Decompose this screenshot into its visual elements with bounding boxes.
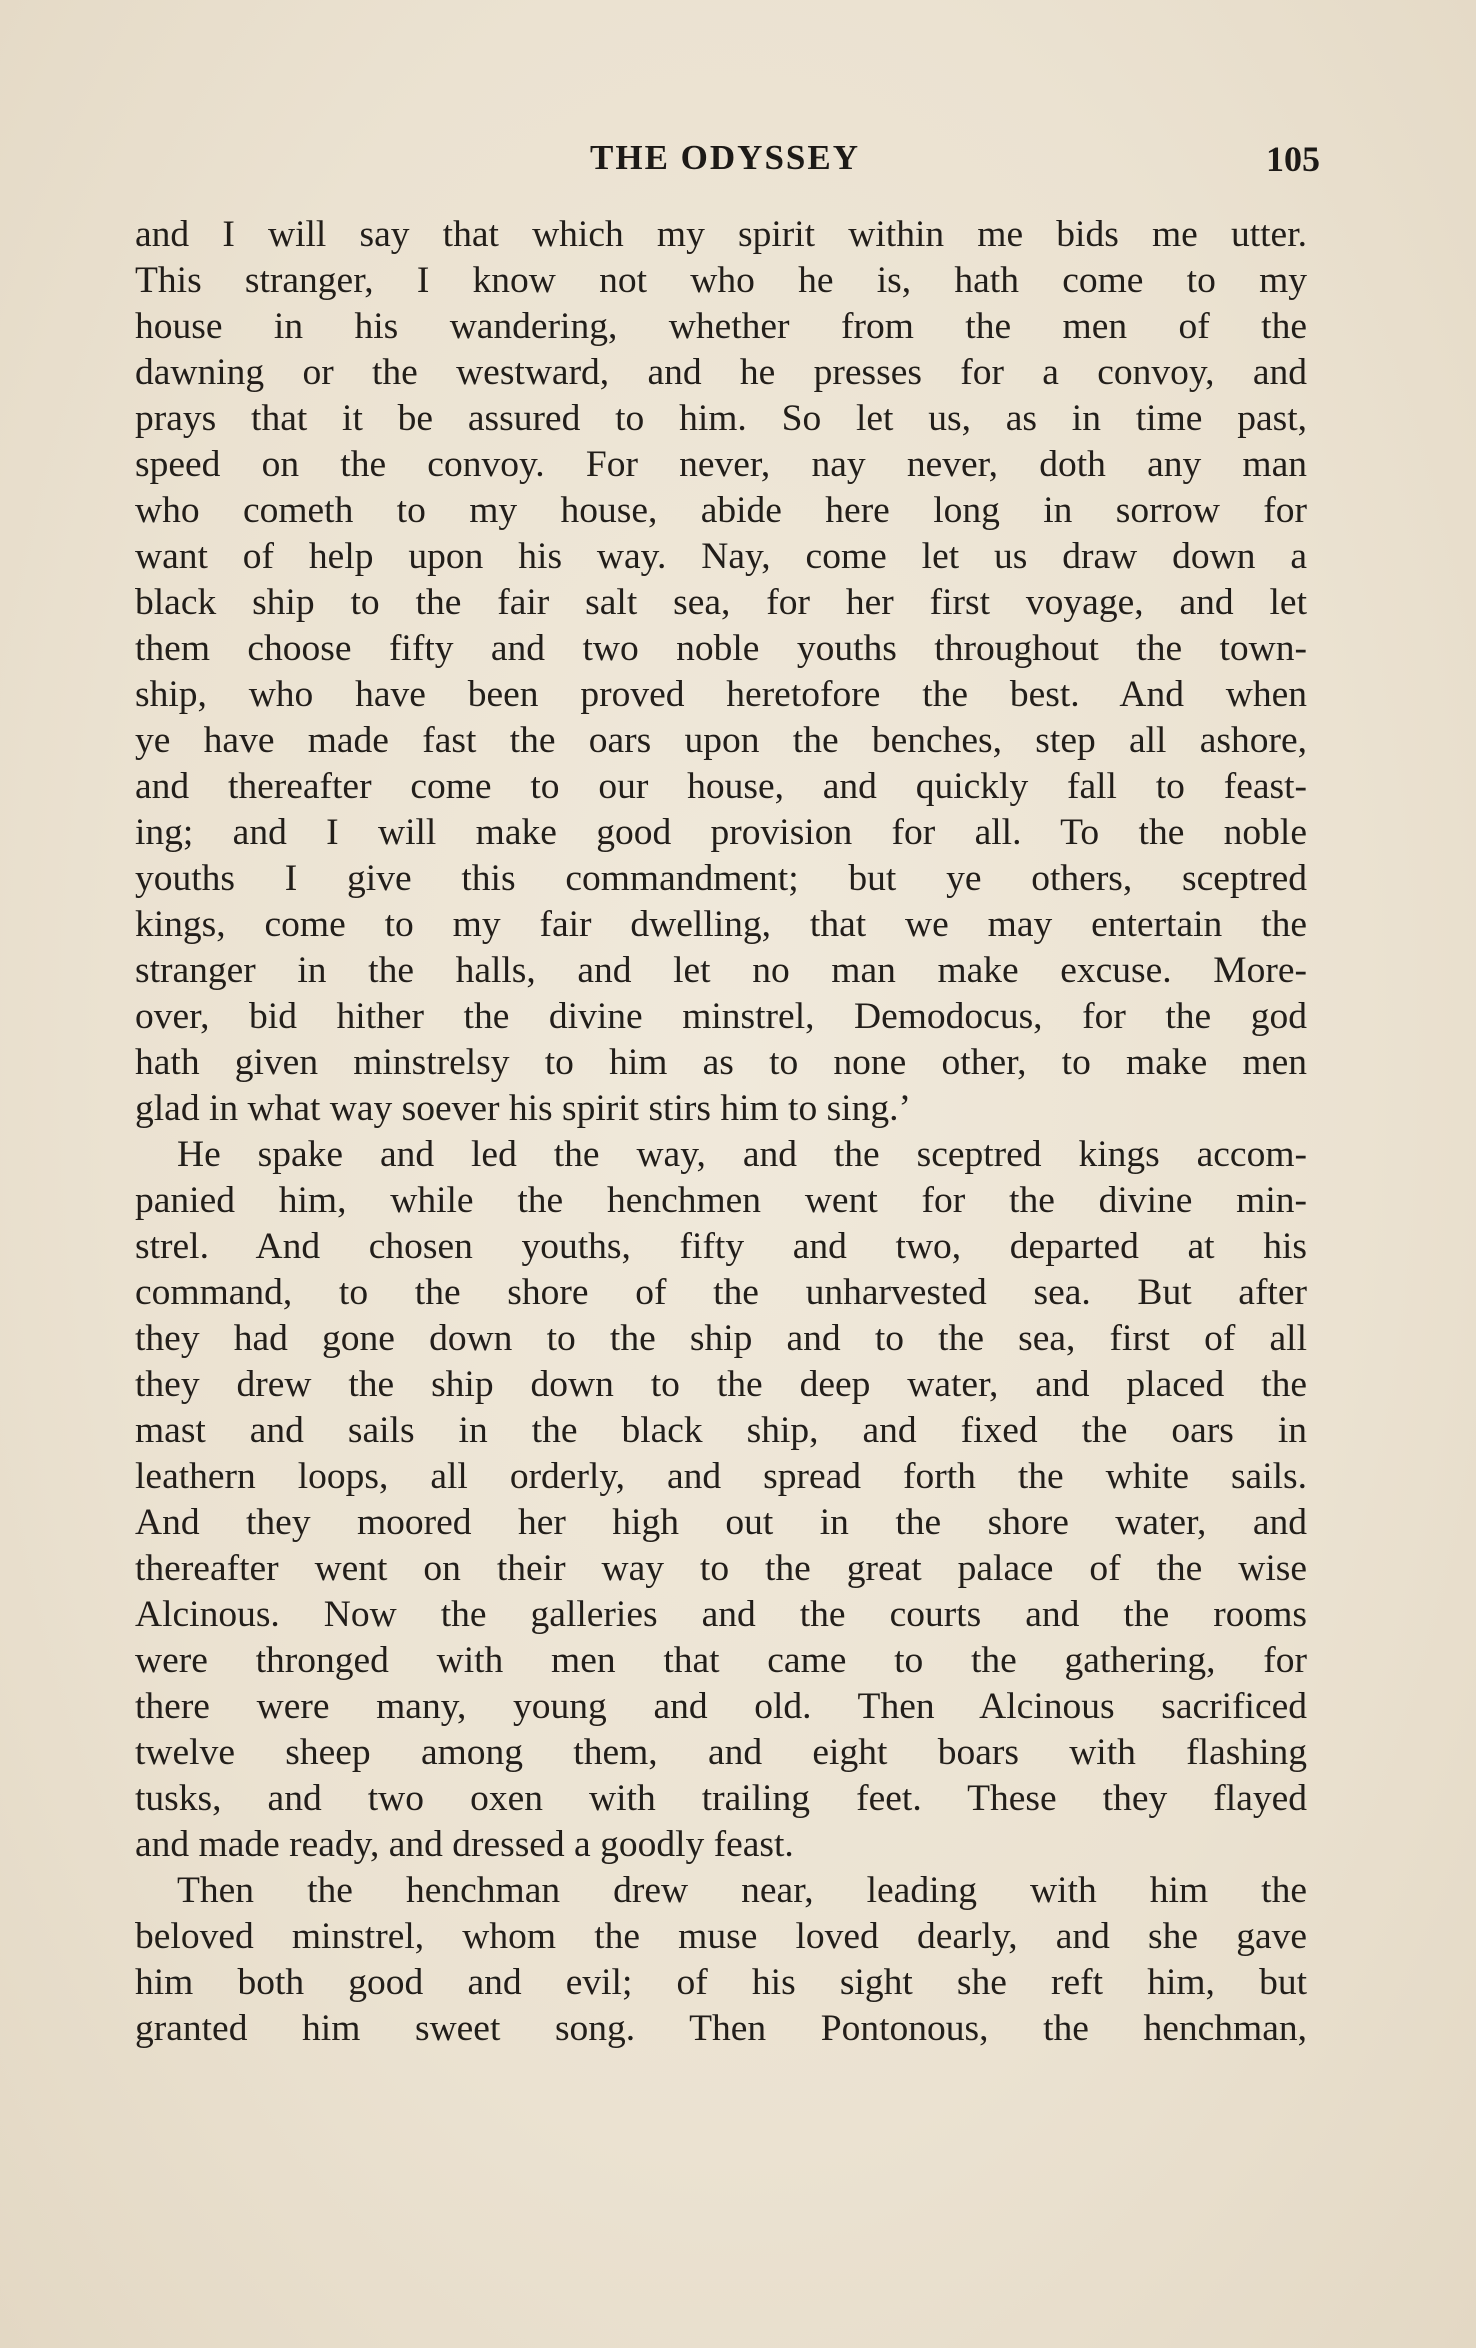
text-line: youths I give this commandment; but ye others, sceptred — [135, 858, 1307, 899]
text-line: black ship to the fair salt sea, for her first voyage, and let — [135, 582, 1307, 623]
text-line: and I will say that which my spirit within me bids me utter. — [135, 214, 1307, 255]
text-line: ing; and I will make good provision for all. To the noble — [135, 812, 1307, 853]
text-line: him both good and evil; of his sight she reft him, but — [135, 1962, 1307, 2003]
text-line: granted him sweet song. Then Pontonous, the henchman, — [135, 2008, 1307, 2049]
text-line: mast and sails in the black ship, and fixed the oars in — [135, 1410, 1307, 1451]
text-line: Alcinous. Now the galleries and the courts and the rooms — [135, 1594, 1307, 1635]
text-line: ship, who have been proved heretofore the best. And when — [135, 674, 1307, 715]
text-line: ye have made fast the oars upon the benches, step all ashore, — [135, 720, 1307, 761]
text-line: house in his wandering, whether from the men of the — [135, 306, 1307, 347]
text-line: dawning or the westward, and he presses for a convoy, and — [135, 352, 1307, 393]
text-line: want of help upon his way. Nay, come let us draw down a — [135, 536, 1307, 577]
text-line: This stranger, I know not who he is, hath come to my — [135, 260, 1307, 301]
text-line: twelve sheep among them, and eight boars with flashing — [135, 1732, 1307, 1773]
body-text — [135, 212, 1307, 2052]
text-line: Then the henchman drew near, leading with him the — [177, 1870, 1307, 1911]
text-line: stranger in the halls, and let no man make excuse. More- — [135, 950, 1307, 991]
text-line: there were many, young and old. Then Alcinous sacrificed — [135, 1686, 1307, 1727]
text-line: panied him, while the henchmen went for the divine min- — [135, 1180, 1307, 1221]
text-line: leathern loops, all orderly, and spread forth the white sails. — [135, 1456, 1307, 1497]
text-line: kings, come to my fair dwelling, that we may entertain the — [135, 904, 1307, 945]
text-line: beloved minstrel, whom the muse loved dearly, and she gave — [135, 1916, 1307, 1957]
text-line: He spake and led the way, and the sceptred kings accom- — [177, 1134, 1307, 1175]
running-title: THE ODYSSEY — [590, 138, 860, 177]
text-line: speed on the convoy. For never, nay never, doth any man — [135, 444, 1307, 485]
text-line: strel. And chosen youths, fifty and two, departed at his — [135, 1226, 1307, 1267]
text-line: And they moored her high out in the shore water, and — [135, 1502, 1307, 1543]
text-line: them choose fifty and two noble youths throughout the town- — [135, 628, 1307, 669]
text-line: thereafter went on their way to the great palace of the wise — [135, 1548, 1307, 1589]
text-line: and thereafter come to our house, and quickly fall to feast- — [135, 766, 1307, 807]
text-line: over, bid hither the divine minstrel, Demodocus, for the god — [135, 996, 1307, 1037]
text-line: were thronged with men that came to the gathering, for — [135, 1640, 1307, 1681]
text-line: hath given minstrelsy to him as to none other, to make men — [135, 1042, 1307, 1083]
text-line: prays that it be assured to him. So let us, as in time past, — [135, 398, 1307, 439]
text-line: who cometh to my house, abide here long in sorrow for — [135, 490, 1307, 531]
page-number: 105 — [1266, 139, 1320, 179]
text-line: glad in what way soever his spirit stirs him to sing.’ — [135, 1088, 911, 1129]
text-line: tusks, and two oxen with trailing feet. These they flayed — [135, 1778, 1307, 1819]
text-line: they drew the ship down to the deep water, and placed the — [135, 1364, 1307, 1405]
text-line: command, to the shore of the unharvested sea. But after — [135, 1272, 1307, 1313]
text-line: and made ready, and dressed a goodly feast. — [135, 1824, 794, 1865]
text-line: they had gone down to the ship and to the sea, first of all — [135, 1318, 1307, 1359]
page-header — [130, 138, 1320, 188]
